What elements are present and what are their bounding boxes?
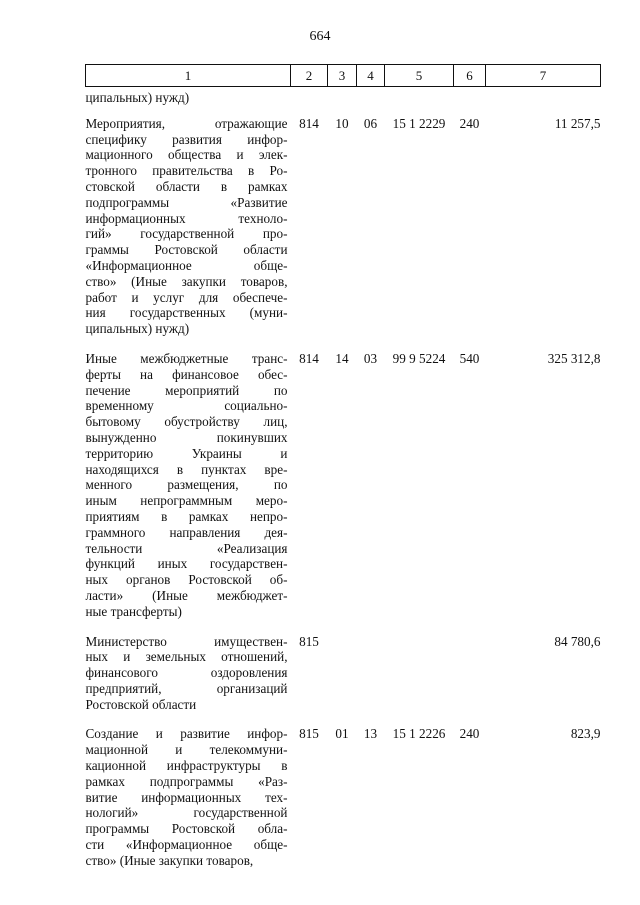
budget-table — [85, 64, 601, 879]
subsection-cell — [357, 630, 385, 723]
section-cell — [328, 87, 357, 112]
amount-cell: 84 780,6 — [554, 633, 601, 649]
ministry-code-cell: 814 — [299, 115, 319, 131]
ministry-code-cell: 815 — [299, 633, 319, 649]
expense-type-cell — [454, 630, 486, 723]
table-row — [86, 630, 601, 723]
description-line: витие информационных тех- — [85, 789, 288, 805]
description-line: менного размещения, по — [85, 477, 288, 493]
amount-cell: 11 257,5 — [554, 115, 601, 131]
description-line: граммы Ростовской области — [85, 242, 288, 258]
description-line: Министерство имуществен- — [85, 633, 288, 649]
header-col-6: 6 — [454, 65, 486, 87]
section-cell — [328, 630, 357, 723]
ministry-code-cell: 814 — [299, 350, 319, 366]
ministry-code-cell — [291, 87, 328, 112]
table-row — [86, 347, 601, 630]
description-line: информационных техноло- — [85, 210, 288, 226]
ministry-code-cell: 815 — [299, 726, 319, 742]
section-cell: 01 — [335, 726, 349, 742]
description-line: мационного общества и элек- — [85, 147, 288, 163]
amount-cell: 325 312,8 — [547, 350, 601, 366]
description-cell — [86, 722, 291, 878]
header-row — [86, 65, 601, 87]
description-line: работ и услуг для обеспече- — [85, 289, 288, 305]
target-article-cell: 99 9 5224 — [392, 350, 446, 366]
description-line: иным непрограммным меро- — [85, 493, 288, 509]
description-line: бытовому обустройству лиц, — [85, 414, 288, 430]
description-line: специфику развития инфор- — [85, 131, 288, 147]
table-row — [86, 722, 601, 878]
subsection-cell: 13 — [363, 726, 378, 742]
target-article-cell: 15 1 2226 — [392, 726, 446, 742]
description-line: «Информационное обще- — [85, 257, 288, 273]
description-cell — [86, 112, 291, 347]
amount-cell — [486, 87, 601, 112]
table-body — [86, 87, 601, 879]
description-line: предприятий, организаций — [85, 680, 288, 696]
description-line: ных и земельных отношений, — [85, 649, 288, 665]
description-line: ные трансферты) — [85, 603, 182, 619]
target-article-cell — [385, 630, 454, 723]
target-article-cell: 15 1 2229 — [392, 115, 446, 131]
table-row — [86, 112, 601, 347]
description-line: Создание и развитие инфор- — [85, 726, 288, 742]
description-line: ния государственных (муни- — [85, 305, 288, 321]
description-line: ство» (Иные закупки товаров, — [85, 852, 254, 868]
description-line: тронного правительства в Ро- — [85, 163, 288, 179]
expense-type-cell: 540 — [459, 350, 480, 366]
expense-type-cell — [454, 87, 486, 112]
description-line: ципальных) нужд) — [85, 321, 190, 337]
description-line: вынужденно покинувших — [85, 429, 288, 445]
description-line: Мероприятия, отражающие — [85, 115, 288, 131]
section-cell: 14 — [335, 350, 349, 366]
description-line: рамках подпрограммы «Раз- — [85, 773, 288, 789]
description-line: кационной инфраструктуры в — [85, 758, 288, 774]
description-cell — [86, 87, 291, 112]
description-line: программы Ростовской обла- — [85, 821, 288, 837]
amount-cell: 823,9 — [570, 726, 601, 742]
section-cell: 10 — [335, 115, 349, 131]
description-line: тельности «Реализация — [85, 540, 288, 556]
page-number: 664 — [309, 29, 331, 44]
description-line: граммного направления дея- — [85, 524, 288, 540]
header-col-7: 7 — [486, 65, 601, 87]
description-cell — [86, 347, 291, 630]
description-line: ласти» (Иные межбюджет- — [85, 587, 288, 603]
header-col-5: 5 — [385, 65, 454, 87]
description-line: Ростовской области — [85, 696, 197, 712]
target-article-cell — [385, 87, 454, 112]
description-line: печение мероприятий по — [85, 382, 288, 398]
description-cell — [86, 630, 291, 723]
expense-type-cell: 240 — [459, 115, 480, 131]
description-line: ципальных) нужд) — [85, 90, 190, 105]
description-line: подпрограммы «Развитие — [85, 194, 288, 210]
header-col-3: 3 — [328, 65, 357, 87]
expense-type-cell: 240 — [459, 726, 480, 742]
description-line: сти «Информационное обще- — [85, 837, 288, 853]
subsection-cell — [357, 87, 385, 112]
header-col-4: 4 — [357, 65, 385, 87]
description-line: временному социально- — [85, 398, 288, 414]
description-line: находящихся в пунктах вре- — [85, 461, 288, 477]
description-line: финансового оздоровления — [85, 665, 288, 681]
description-line: гий» государственной про- — [85, 226, 288, 242]
description-line: мационной и телекоммуни- — [85, 742, 288, 758]
description-line: приятиям в рамках непро- — [85, 508, 288, 524]
header-col-1: 1 — [86, 65, 291, 87]
description-line: стовской области в рамках — [85, 178, 288, 194]
description-line: ных органов Ростовской об- — [85, 572, 288, 588]
header-col-2: 2 — [291, 65, 328, 87]
table-row — [86, 87, 601, 112]
description-line: территорию Украины и — [85, 445, 288, 461]
description-line: функций иных государствен- — [85, 556, 288, 572]
description-line: ство» (Иные закупки товаров, — [85, 273, 288, 289]
subsection-cell: 03 — [363, 350, 378, 366]
description-line: нологий» государственной — [85, 805, 288, 821]
subsection-cell: 06 — [363, 115, 378, 131]
description-line: ферты на финансовое обес- — [85, 366, 288, 382]
description-line: Иные межбюджетные транс- — [85, 350, 288, 366]
